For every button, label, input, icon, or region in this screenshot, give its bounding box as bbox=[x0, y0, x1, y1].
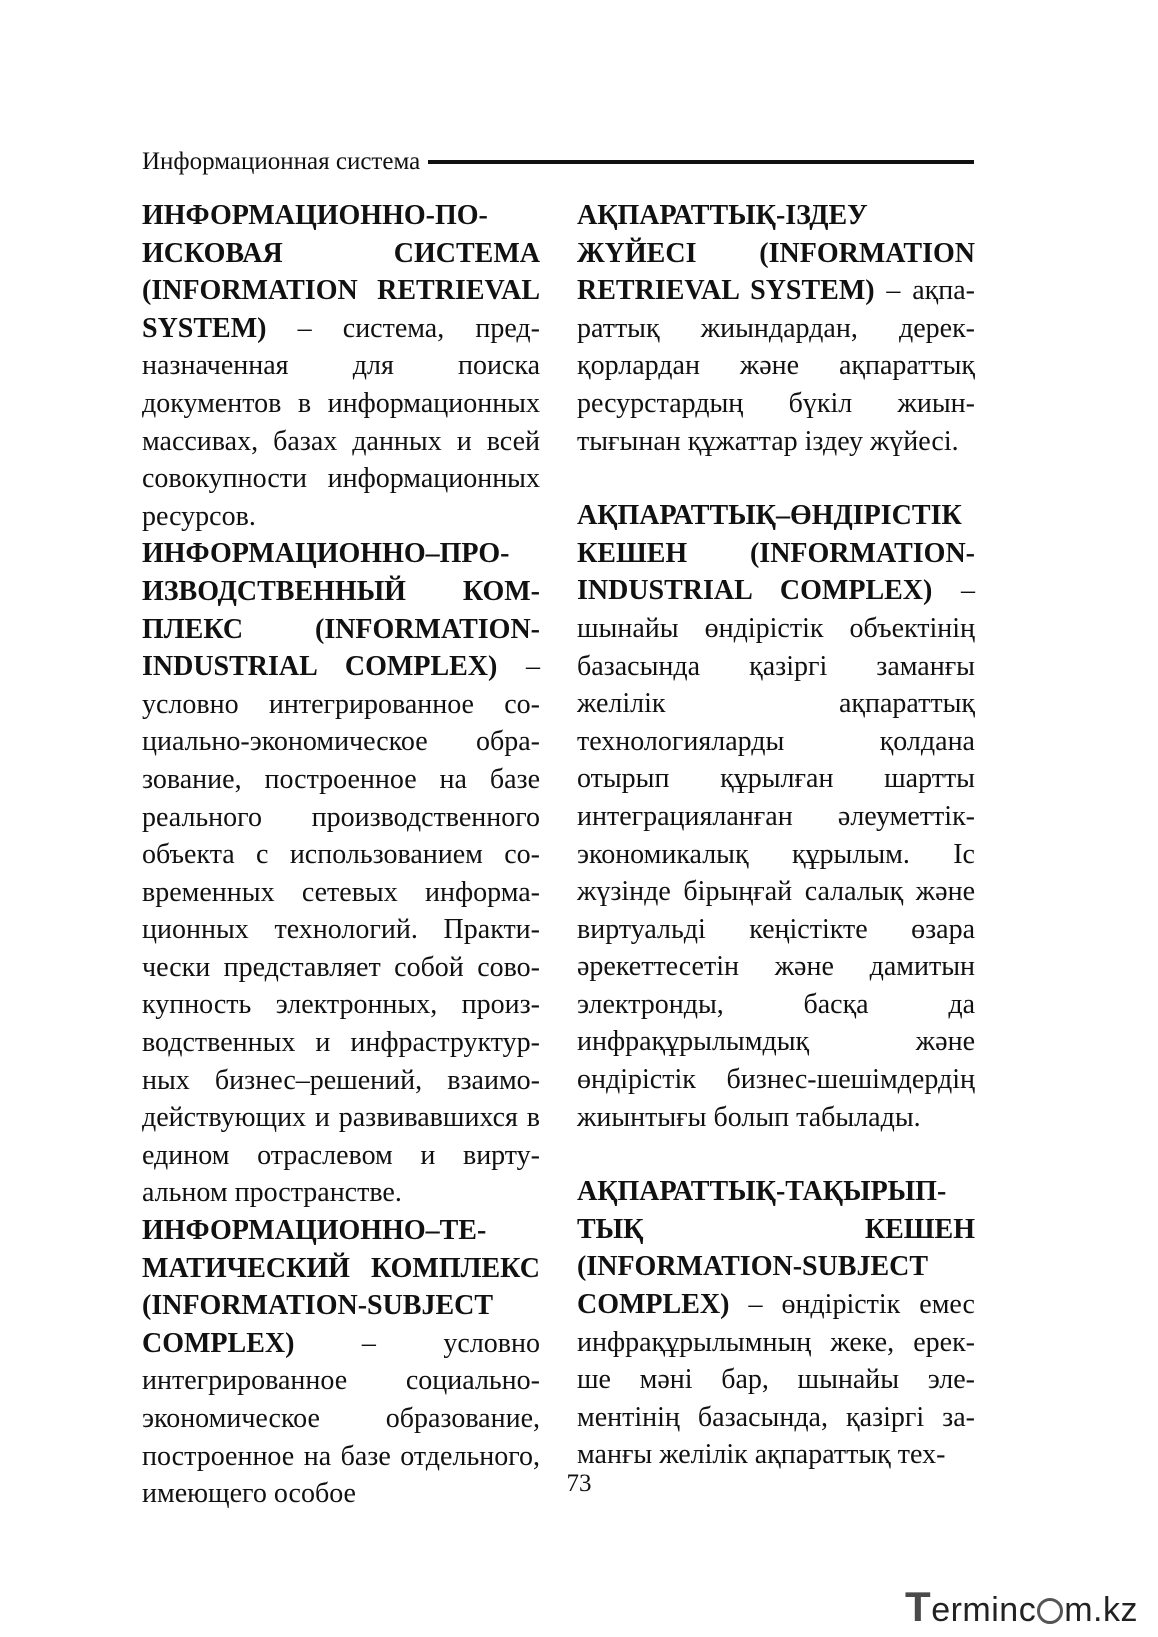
running-head-rule bbox=[428, 160, 974, 164]
entry-definition: – условно интегрированное социально- экономическое образование, построенное на базе отдельного, имеющего особое bbox=[142, 1327, 540, 1510]
entry-definition: – система, предназначенная для поиска документов в информационных массивах, базах данных и всей совокупности информационных ресурсов. bbox=[142, 312, 540, 532]
entry-term: ИНФОРМАЦИОННО–ТЕМАТИЧЕСКИЙ КОМПЛЕКС (INFORMATION-SUBJECT COMPLEX) bbox=[142, 1215, 540, 1359]
right-column bbox=[577, 197, 975, 1511]
dictionary-entry bbox=[142, 1212, 540, 1513]
entry-term: АҚПАРАТТЫҚ–ӨНДІРІСТІК КЕШЕН (INFORMATION-INDUSTRIAL COMPLEX) bbox=[577, 500, 975, 607]
entry-definition: – ақпараттық жиындардан, дерекқорлардан және ақпараттық ресурстардың бүкіл жиынтығынан құжаттар іздеу жүйесі. bbox=[577, 275, 975, 457]
running-head-title: Информационная система bbox=[142, 148, 421, 175]
entry-term: ИНФОРМАЦИОННО–ПРОИЗВОДСТВЕННЫЙ КОМПЛЕКС (INFORMATION-INDUSTRIAL COMPLEX) bbox=[142, 538, 540, 683]
watermark-text: erminc bbox=[931, 1591, 1037, 1629]
dictionary-entry bbox=[577, 497, 975, 1136]
page-number: 73 bbox=[566, 1470, 592, 1497]
watermark-domain: m.kz bbox=[1064, 1591, 1138, 1629]
left-column bbox=[142, 197, 540, 1513]
entry-definition: – шынайы өндірістік объектінің базасында қазіргі заманғы желілік ақпараттық технологияларды қолдана отырып құрылған шартты интеграцияланған әлеуметтік-экономикалық құрылым. Іс жүзінде бірыңғай салалық және виртуальді кеңістікте өзара әрекеттесетін және дамитын электронды, басқа да инфрақұрылымдық және өндірістік бизнес-шешімдердің жиынтығы болып табылады. bbox=[577, 575, 976, 1133]
dictionary-entry bbox=[142, 535, 540, 1212]
dictionary-entry bbox=[577, 197, 975, 460]
site-watermark bbox=[905, 1583, 1138, 1631]
dictionary-entry bbox=[577, 1173, 975, 1474]
entry-definition: – өндірістік емес инфрақұрылымның жеке, ерекше мәні бар, шынайы элементінің базасында, қазіргі заманғы желілік ақпараттық тех- bbox=[577, 1289, 975, 1471]
entry-term: АҚПАРАТТЫҚ-ТАҚЫРЫПТЫҚ КЕШЕН (INFORMATION-SUBJECT COMPLEX) bbox=[577, 1176, 975, 1321]
entry-term: ИНФОРМАЦИОННО-ПОИСКОВАЯ СИСТЕМА (INFORMATION RETRIEVAL SYSTEM) bbox=[142, 200, 540, 344]
running-head bbox=[142, 148, 974, 176]
entry-term: АҚПАРАТТЫҚ-ІЗДЕУ ЖҮЙЕСІ (INFORMATION RETRIEVAL SYSTEM) bbox=[577, 200, 975, 307]
entry-definition: – условно интегрированное социально-экономическое образование, построенное на базе реального производственного объекта с использованием современных сетевых информационных технологий. Практически представляет собой совокупность электронных, производственных и инфраструктурных бизнес–решений, взаимодействующих и развивавшихся в едином отраслевом и виртуальном пространстве. bbox=[142, 651, 541, 1209]
magnifier-icon bbox=[1037, 1598, 1063, 1624]
dictionary-entry bbox=[142, 197, 540, 535]
watermark-initial: T bbox=[905, 1583, 932, 1630]
